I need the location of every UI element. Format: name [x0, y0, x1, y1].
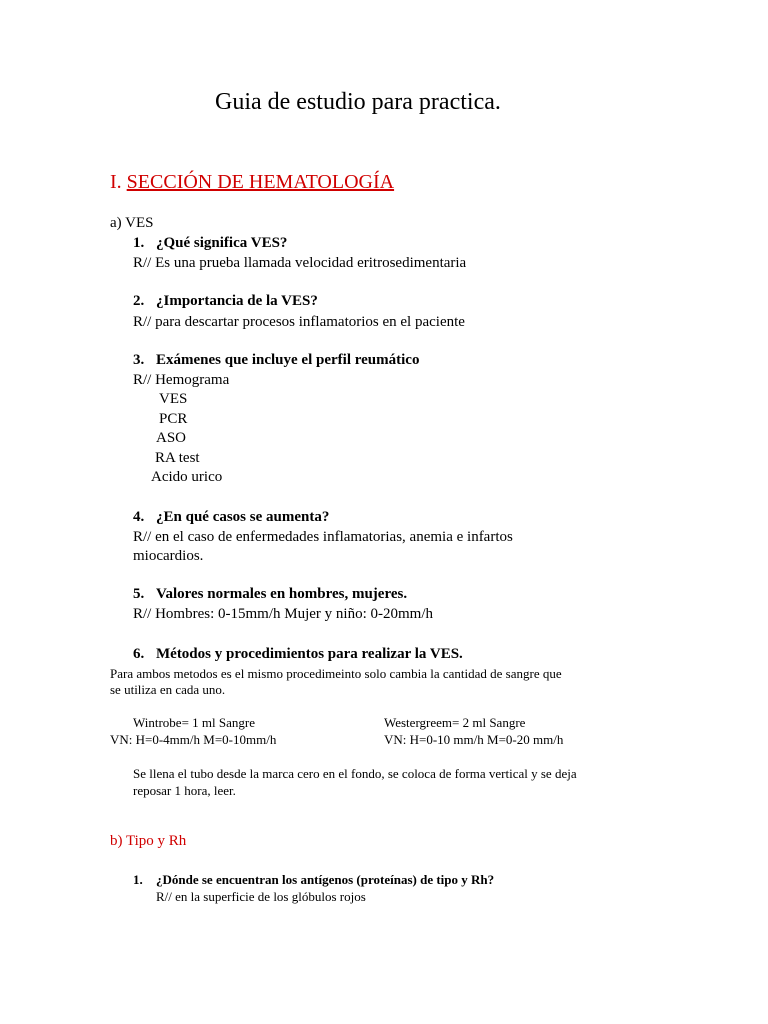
- method-wintrobe-values: VN: H=0-4mm/h M=0-10mm/h: [110, 732, 277, 747]
- list-item: Acido urico: [151, 469, 223, 485]
- question-number: 1.: [133, 235, 145, 251]
- answer-text: R// en el caso de enfermedades inflamatorias, anemia e infartos: [133, 529, 513, 545]
- list-item: PCR: [159, 411, 188, 427]
- answer-text: R// Hemograma: [133, 372, 230, 388]
- answer-text: R// Es una prueba llamada velocidad eritrosedimentaria: [133, 255, 467, 271]
- method-westergreen: Westergreem= 2 ml Sangre: [384, 715, 526, 730]
- question-text: ¿Importancia de la VES?: [156, 293, 318, 309]
- question-text: Exámenes que incluye el perfil reumático: [156, 352, 420, 368]
- question-number: 6.: [133, 646, 145, 662]
- paragraph-text: se utiliza en cada uno.: [110, 682, 226, 697]
- section-heading: [110, 172, 394, 192]
- method-westergreen-values: VN: H=0-10 mm/h M=0-20 mm/h: [384, 732, 564, 747]
- question-text: Métodos y procedimientos para realizar la VES.: [156, 646, 463, 662]
- paragraph-text: Para ambos metodos es el mismo procedimeinto solo cambia la cantidad de sangre que: [110, 666, 562, 681]
- question-text: ¿En qué casos se aumenta?: [156, 509, 330, 525]
- section-title: SECCIÓN DE HEMATOLOGÍA: [126, 171, 395, 193]
- section-number: I.: [110, 171, 122, 193]
- page-title: Guia de estudio para practica.: [215, 89, 501, 115]
- answer-text: R// en la superficie de los glóbulos rojos: [156, 889, 366, 904]
- question-text: ¿Dónde se encuentran los antígenos (proteínas) de tipo y Rh?: [156, 872, 495, 887]
- procedure-text: Se llena el tubo desde la marca cero en el fondo, se coloca de forma vertical y se deja: [133, 766, 577, 781]
- question-text: ¿Qué significa VES?: [156, 235, 288, 251]
- method-wintrobe: Wintrobe= 1 ml Sangre: [133, 715, 255, 730]
- list-item: ASO: [156, 430, 187, 446]
- procedure-text: reposar 1 hora, leer.: [133, 783, 236, 798]
- answer-text: R// Hombres: 0-15mm/h Mujer y niño: 0-20mm/h: [133, 606, 433, 622]
- subsection-heading-a: a) VES: [110, 215, 154, 231]
- answer-text: R// para descartar procesos inflamatorios en el paciente: [133, 314, 465, 330]
- question-number: 4.: [133, 509, 145, 525]
- question-number: 3.: [133, 352, 145, 368]
- answer-text: miocardios.: [133, 548, 204, 564]
- list-item: RA test: [155, 450, 200, 466]
- subsection-heading-b: b) Tipo y Rh: [110, 833, 187, 849]
- question-text: Valores normales en hombres, mujeres.: [156, 586, 408, 602]
- question-number: 2.: [133, 293, 145, 309]
- list-item: VES: [159, 391, 188, 407]
- question-number: 5.: [133, 586, 145, 602]
- question-number: 1.: [133, 872, 143, 887]
